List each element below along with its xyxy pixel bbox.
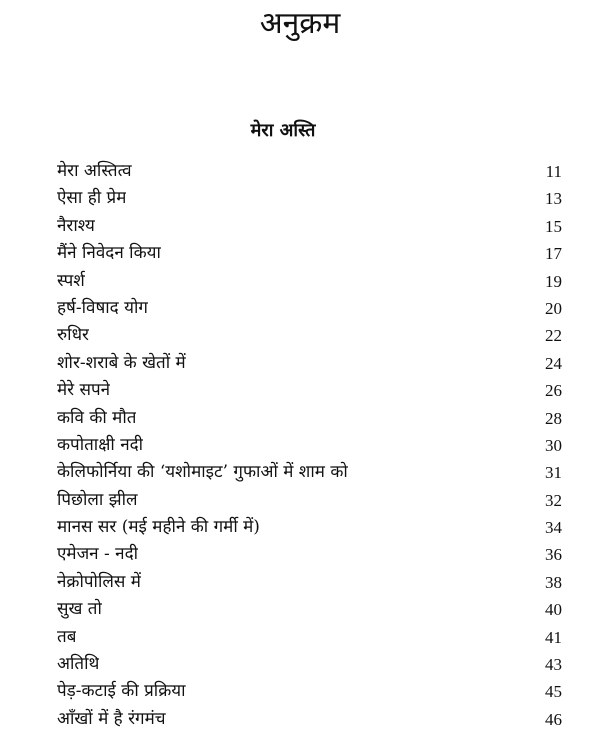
entry-page-number: 19 (545, 271, 562, 291)
entry-title: रुधिर (57, 325, 89, 346)
entry-page-number: 34 (545, 518, 562, 538)
toc-entry (57, 706, 562, 733)
entry-page-number: 32 (545, 490, 562, 510)
toc-entry (57, 459, 562, 486)
entry-page-number: 28 (545, 408, 562, 428)
toc-entry (57, 487, 562, 514)
entry-page-number: 20 (545, 298, 562, 318)
entry-title: आँखों में है रंगमंच (57, 708, 166, 729)
entry-page-number: 38 (545, 572, 562, 592)
entry-title: पेड़-कटाई की प्रक्रिया (57, 681, 186, 702)
entry-title: हर्ष-विषाद योग (57, 297, 148, 318)
entry-page-number: 13 (545, 189, 562, 209)
entry-page-number: 17 (545, 244, 562, 264)
entry-page-number: 46 (545, 709, 562, 729)
entry-page-number: 31 (545, 463, 562, 483)
entry-title: मेरे सपने (57, 380, 111, 401)
entry-title: मानस सर (मई महीने की गर्मी में) (57, 517, 260, 538)
entry-title: मेरा अस्तित्व (57, 161, 132, 181)
entry-page-number: 15 (545, 216, 562, 236)
entry-page-number: 43 (545, 655, 562, 675)
toc-entry (57, 569, 562, 596)
toc-entry (57, 295, 562, 322)
toc-entry (57, 651, 562, 678)
entry-page-number: 45 (545, 682, 562, 702)
toc-entry (57, 678, 562, 705)
entry-title: केलिफोर्निया की ‘यशोमाइट’ गुफाओं में शाम को (57, 462, 348, 483)
entry-title: नैराश्य (57, 215, 95, 236)
entry-page-number: 22 (545, 326, 562, 346)
toc-entry (57, 541, 562, 568)
toc-entry (57, 240, 562, 267)
toc-entry (57, 432, 562, 459)
toc-entry (57, 350, 562, 377)
page-title: अनुक्रम (259, 6, 341, 41)
toc-entry (57, 213, 562, 240)
toc-entry (57, 596, 562, 623)
entry-title: ऐसा ही प्रेम (57, 188, 127, 209)
section-heading: मेरा अस्ति (250, 120, 316, 141)
toc-entry (57, 322, 562, 349)
entry-title: कवि की मौत (57, 407, 137, 428)
entry-title: अतिथि (57, 654, 100, 675)
entry-page-number: 30 (545, 435, 562, 455)
entry-title: तब (57, 626, 77, 647)
entry-page-number: 40 (545, 600, 562, 620)
entry-title: नेक्रोपोलिस में (57, 571, 141, 592)
entry-page-number: 26 (545, 381, 562, 401)
entry-title: स्पर्श (57, 270, 85, 291)
toc-entry (57, 624, 562, 651)
entry-title: पिछोला झील (57, 489, 138, 510)
toc-entry (57, 158, 562, 185)
entry-title: एमेजन - नदी (57, 544, 139, 565)
toc-entry (57, 377, 562, 404)
entry-page-number: 11 (545, 162, 562, 181)
toc-entry (57, 268, 562, 295)
entry-title: सुख तो (57, 599, 102, 620)
entry-title: शोर-शराबे के खेतों में (57, 352, 186, 373)
toc-entry (57, 514, 562, 541)
entry-page-number: 24 (545, 353, 562, 373)
toc-entry (57, 405, 562, 432)
toc-entry (57, 185, 562, 212)
entry-title: कपोताक्षी नदी (57, 434, 144, 455)
table-of-contents (57, 158, 562, 733)
entry-page-number: 36 (545, 545, 562, 565)
entry-title: मैंने निवेदन किया (57, 243, 161, 264)
entry-page-number: 41 (545, 627, 562, 647)
